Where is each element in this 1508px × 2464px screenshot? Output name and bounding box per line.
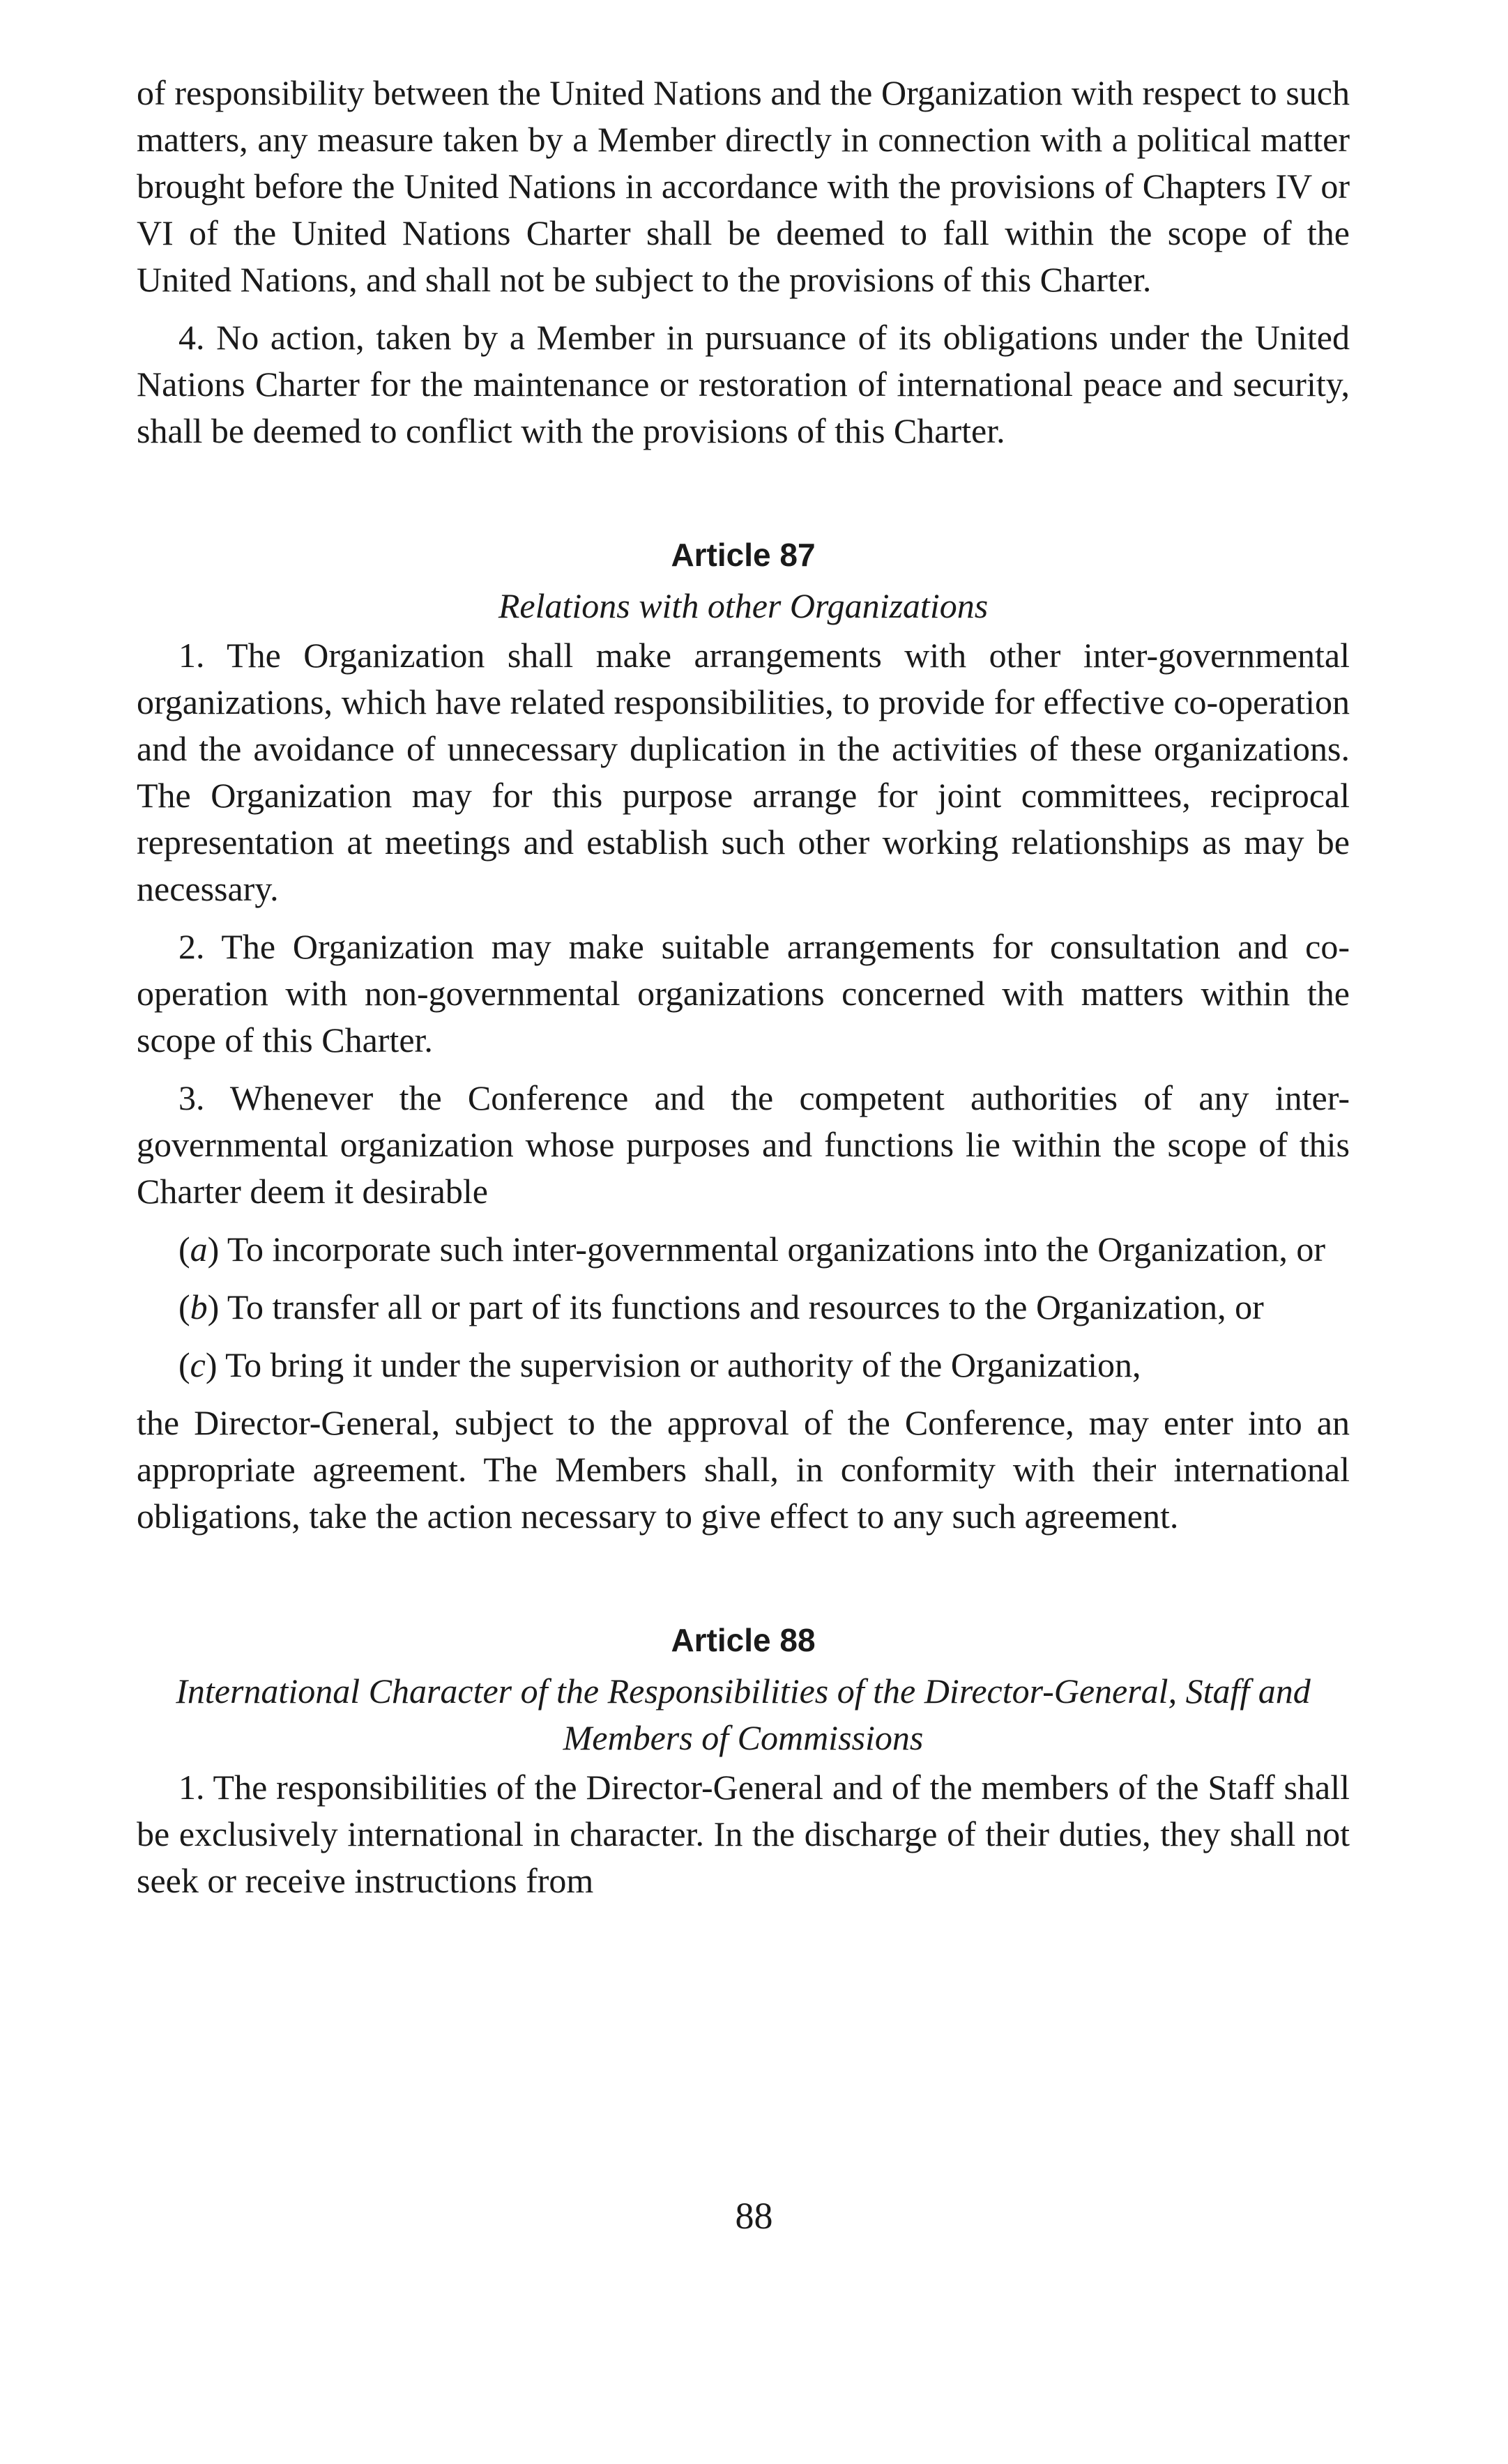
clause-c-letter: c [190,1345,206,1384]
clause-a-marker: (a) [178,1230,220,1269]
clause-c [137,1342,1350,1388]
clause-a [137,1226,1350,1273]
article-87-closing: the Director-General, subject to the approval of the Conference, may enter into an appropriate agreement. The Members shall, in conformity with their international obligations, take the action necessary to give effect to any such agreement. [137,1403,1350,1536]
clause-b-letter: b [190,1287,208,1326]
continuation-paragraph: of responsibility between the United Nations and the Organization with respect to such matters, any measure taken by a Member directly in connection with a political matter brought before the United Nations in accordance with the provisions of Chapters IV or VI of the United Nations Charter shall be deemed to fall within the scope of the United Nations, and shall not be subject to the provisions of this Charter. [137,73,1350,299]
article-87-heading: Article 87 [671,537,816,573]
clause-c-marker: (c) [178,1345,218,1384]
document-page [137,70,1350,1915]
paragraph-4: 4. No action, taken by a Member in pursuance of its obligations under the United Nations Charter for the maintenance or restoration of international peace and security, shall be deemed to conflict with the provisions of this Charter. [137,318,1350,450]
clause-b-text: To transfer all or part of its functions and resources to the Organization, or [227,1287,1264,1326]
clause-b [137,1284,1350,1331]
article-88-paragraph-1: 1. The responsibilities of the Director-General and of the members of the Staff shall be exclusively international in character. In the discharge of their duties, they shall not seek or receive instructions from [137,1768,1350,1900]
clause-a-text: To incorporate such inter-governmental organizations into the Organization, or [227,1230,1326,1269]
clause-c-text: To bring it under the supervision or authority of the Organization, [225,1345,1141,1384]
clause-a-letter: a [190,1230,208,1269]
article-87-paragraph-3: 3. Whenever the Conference and the competent authorities of any inter-governmental organization whose purposes and functions lie within the scope of this Charter deem it desirable [137,1078,1350,1211]
clause-b-marker: (b) [178,1287,220,1326]
article-87-paragraph-1: 1. The Organization shall make arrangements with other inter-governmental organizations, which have related responsibilities, to provide for effective co-operation and the avoidance of unnecessary duplication in the activities of these organizations. The Organization may for this purpose arrange for joint committees, reciprocal representation at meetings and establish such other working relationships as may be necessary. [137,636,1350,908]
article-87-paragraph-2: 2. The Organization may make suitable arrangements for consultation and co-operation with non-governmental organizations concerned with matters within the scope of this Charter. [137,927,1350,1059]
page-number: 88 [735,2195,773,2237]
article-88-heading: Article 88 [671,1622,816,1658]
article-87-title: Relations with other Organizations [498,586,989,625]
article-88-title: International Character of the Responsibilities of the Director-General, Staff and Members of Commissions [176,1671,1311,1757]
